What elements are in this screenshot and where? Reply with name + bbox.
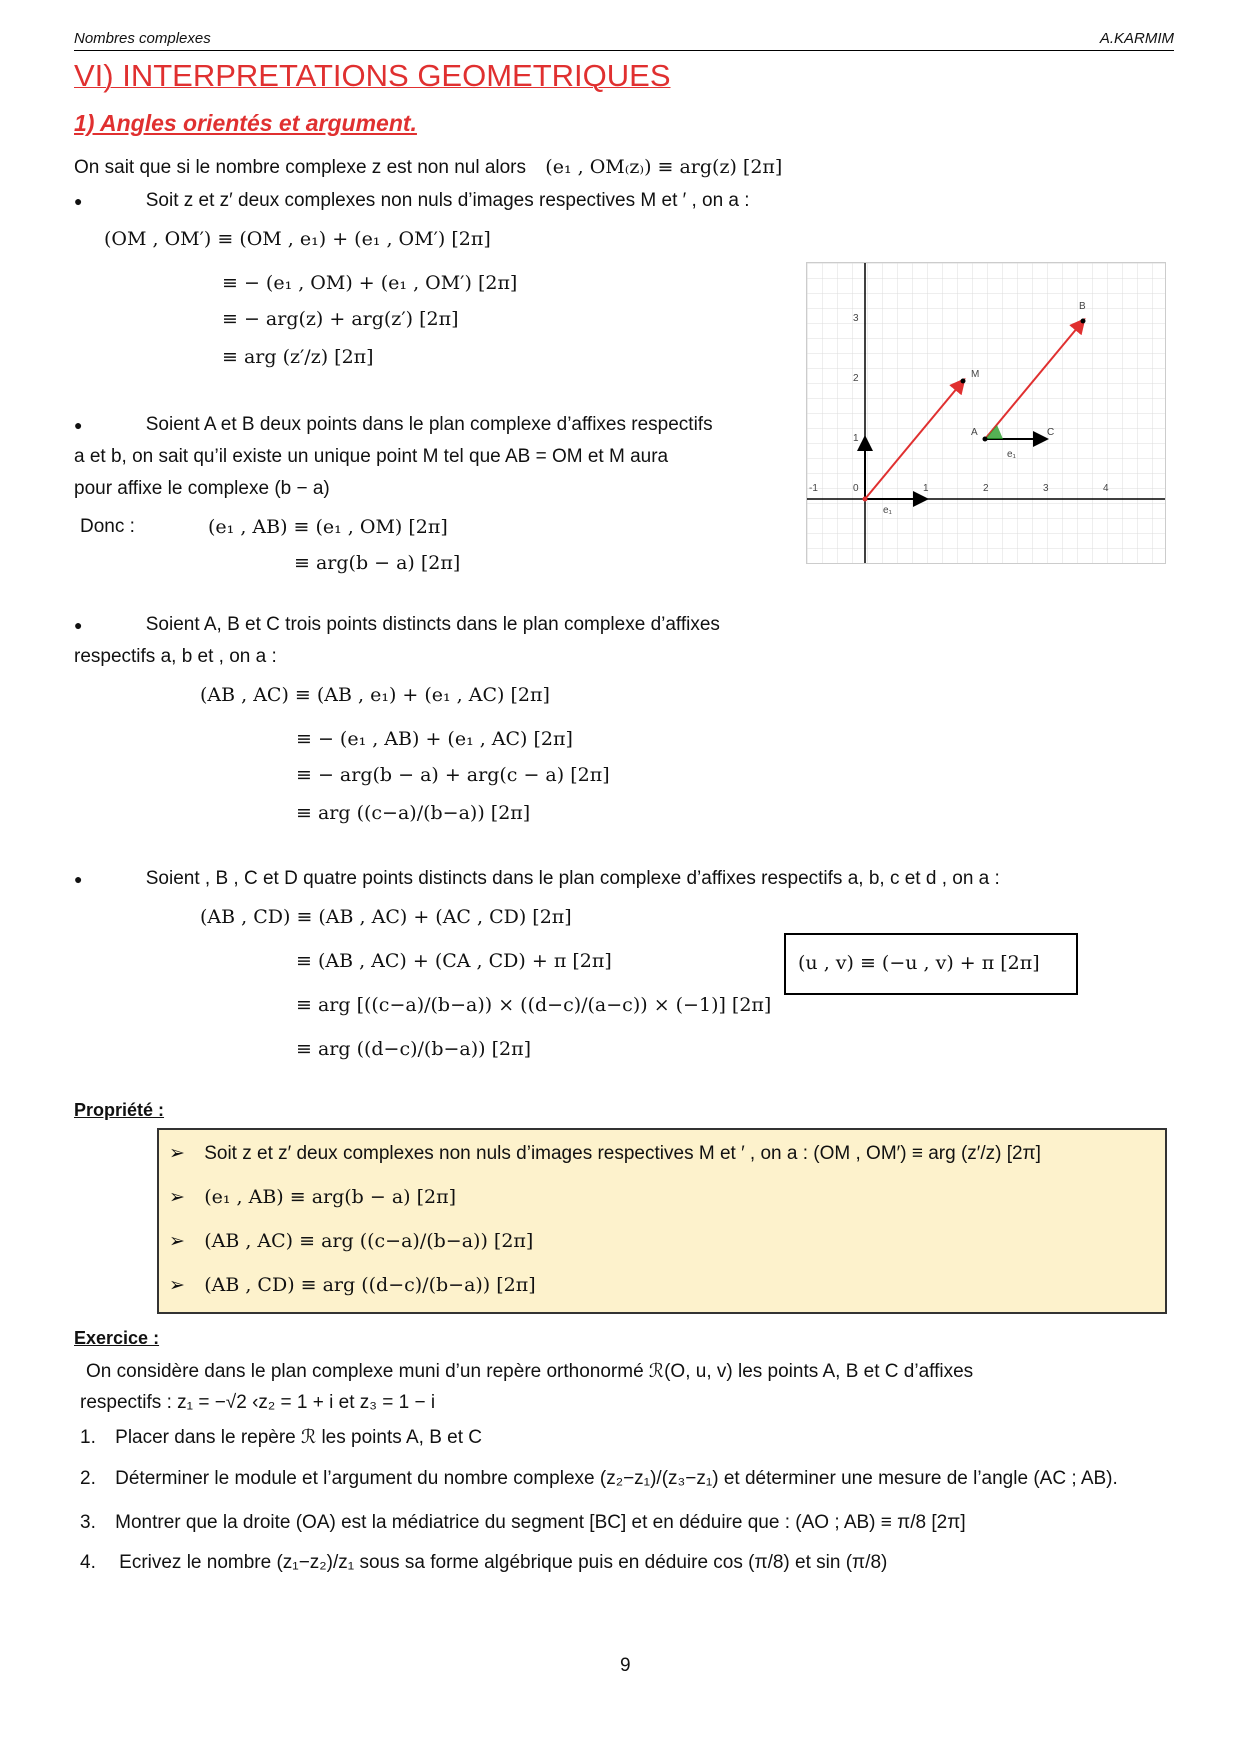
- tick-label: 4: [1103, 483, 1109, 494]
- bullet-1-text: Soit z et z′ deux complexes non nuls d’images respectives M et ′ , on a :: [145, 190, 750, 211]
- bullet-3: [74, 614, 720, 636]
- formula-line: ≡ − arg(z) + arg(z′) [2π]: [222, 308, 459, 330]
- arrow-bullet-icon: ➢: [169, 1187, 185, 1208]
- item-number: 4.: [80, 1552, 96, 1573]
- property-item-text: (e₁ , AB) ≡ arg(b − a) [2π]: [204, 1186, 457, 1208]
- grid: [807, 263, 1165, 563]
- section-title: VI) INTERPRETATIONS GEOMETRIQUES: [74, 58, 671, 93]
- property-item: [169, 1142, 1041, 1165]
- point-label: B: [1079, 301, 1086, 312]
- formula-line: ≡ arg (z′/z) [2π]: [222, 346, 374, 368]
- exercise-intro2: respectifs : z₁ = −√2 ‹z₂ = 1 + i et z₃ = 1 − i: [80, 1392, 436, 1413]
- formula-line: ≡ arg(b − a) [2π]: [294, 552, 461, 574]
- formula-line: ≡ − arg(b − a) + arg(c − a) [2π]: [296, 764, 610, 786]
- property-item-text: (AB , AC) ≡ arg ((c−a)/(b−a)) [2π]: [204, 1230, 534, 1252]
- page-number: 9: [620, 1655, 631, 1676]
- bullet-2-line2: a et b, on sait qu’il existe un unique point M tel que AB = OM et M aura: [74, 446, 669, 467]
- exercise-item: [80, 1512, 966, 1534]
- property-item-text: Soit z et z′ deux complexes non nuls d’images respectives M et ′ , on a : (OM , OM′) ≡ arg (z′/z) [2π]: [204, 1143, 1041, 1164]
- bullet-dot: ●: [74, 871, 83, 887]
- tick-label: -1: [809, 483, 818, 494]
- tick-label: 1: [923, 483, 929, 494]
- property-item: [169, 1230, 533, 1253]
- intro-text: On sait que si le nombre complexe z est non nul alors: [74, 157, 527, 178]
- exercise-label: Exercice :: [74, 1328, 160, 1348]
- exercise-item: [80, 1468, 1118, 1490]
- tick-label: 2: [983, 483, 989, 494]
- formula-line: (e₁ , AB) ≡ (e₁ , OM) [2π]: [208, 516, 448, 538]
- point-B: [1081, 319, 1086, 324]
- intro-formula: (e₁ , OM₍z₎) ≡ arg(z) [2π]: [545, 156, 783, 178]
- vector-graph: [806, 262, 1166, 564]
- formula-line: (AB , CD) ≡ (AB , AC) + (AC , CD) [2π]: [200, 906, 572, 928]
- property-label: Propriété :: [74, 1100, 165, 1120]
- formula-line: ≡ arg ((c−a)/(b−a)) [2π]: [296, 802, 531, 824]
- bullet-dot: ●: [74, 193, 83, 209]
- e1-label: e₁: [883, 505, 892, 516]
- formula-line: ≡ − (e₁ , OM) + (e₁ , OM′) [2π]: [222, 272, 518, 294]
- point-A: [983, 437, 988, 442]
- exercise-item: [80, 1426, 482, 1449]
- exercise-intro1: On considère dans le plan complexe muni d’un repère orthonormé ℛ(O, u, v) les points A, B et C d’affixes: [86, 1361, 974, 1382]
- formula-line: ≡ − (e₁ , AB) + (e₁ , AC) [2π]: [296, 728, 573, 750]
- tick-label: 3: [853, 313, 859, 324]
- bullet-2: [74, 414, 713, 436]
- bullet-dot: ●: [74, 617, 83, 633]
- item-number: 1.: [80, 1427, 96, 1448]
- formula-line: ≡ arg [((c−a)/(b−a)) × ((d−c)/(a−c)) × (−1)] [2π]: [296, 994, 772, 1016]
- point-label: C: [1047, 427, 1055, 438]
- property-item-text: (AB , CD) ≡ arg ((d−c)/(b−a)) [2π]: [204, 1274, 536, 1296]
- property-item: [169, 1274, 536, 1297]
- property-item: [169, 1186, 456, 1209]
- header-left: Nombres complexes: [74, 30, 211, 47]
- arrow-bullet-icon: ➢: [169, 1231, 185, 1252]
- subsection-title: 1) Angles orientés et argument.: [74, 110, 417, 136]
- point-label: M: [971, 369, 980, 380]
- exercise-item: [80, 1552, 887, 1574]
- tick-label: 2: [853, 373, 859, 384]
- page-header: [74, 30, 1174, 51]
- point-O: [863, 497, 868, 502]
- tick-label: 3: [1043, 483, 1049, 494]
- point-label: A: [971, 427, 978, 438]
- item-text: Placer dans le repère ℛ les points A, B et C: [115, 1427, 482, 1448]
- bullet-3-line2: respectifs a, b et , on a :: [74, 646, 277, 667]
- framed-formula-text: (u , v) ≡ (−u , v) + π [2π]: [798, 952, 1040, 974]
- bullet-2-line1: Soient A et B deux points dans le plan complexe d’affixes respectifs: [145, 414, 713, 435]
- bullet-1: [74, 190, 750, 212]
- graph-svg: [807, 263, 1165, 563]
- tick-label: 0: [853, 483, 859, 494]
- bullet-3-line1: Soient A, B et C trois points distincts dans le plan complexe d’affixes: [145, 614, 720, 635]
- bullet-dot: ●: [74, 417, 83, 433]
- bullet-2-line3: pour affixe le complexe (b − a): [74, 478, 330, 499]
- tick-label: 1: [853, 433, 859, 444]
- framed-formula: [784, 933, 1078, 995]
- arrow-bullet-icon: ➢: [169, 1275, 185, 1296]
- item-text: Ecrivez le nombre (z₁−z₂)/z₁ sous sa forme algébrique puis en déduire cos (π/8) et sin (π/8): [119, 1552, 888, 1573]
- bullet-4-line1: Soient , B , C et D quatre points distincts dans le plan complexe d’affixes respectifs a, b, c et d , on a :: [145, 868, 1000, 889]
- donc-label: Donc :: [80, 516, 135, 537]
- item-text: Déterminer le module et l’argument du nombre complexe (z₂−z₁)/(z₃−z₁) et déterminer une mesure de l’angle (AC ; AB).: [115, 1468, 1118, 1489]
- formula-line: (AB , AC) ≡ (AB , e₁) + (e₁ , AC) [2π]: [200, 684, 550, 706]
- formula-line: ≡ arg ((d−c)/(b−a)) [2π]: [296, 1038, 532, 1060]
- property-box: [157, 1128, 1167, 1314]
- formula-line: (OM , OM′) ≡ (OM , e₁) + (e₁ , OM′) [2π]: [104, 228, 491, 250]
- intro-line: [74, 156, 782, 179]
- e1-label: e₁: [1007, 449, 1016, 460]
- item-text: Montrer que la droite (OA) est la médiatrice du segment [BC] et en déduire que : (AO ; AB) ≡ π/8 [2π]: [115, 1512, 966, 1533]
- header-right: A.KARMIM: [1099, 30, 1174, 47]
- point-M: [961, 379, 966, 384]
- formula-line: ≡ (AB , AC) + (CA , CD) + π [2π]: [296, 950, 612, 972]
- item-number: 3.: [80, 1512, 96, 1533]
- bullet-4: [74, 868, 1000, 890]
- arrow-bullet-icon: ➢: [169, 1143, 185, 1164]
- item-number: 2.: [80, 1468, 96, 1489]
